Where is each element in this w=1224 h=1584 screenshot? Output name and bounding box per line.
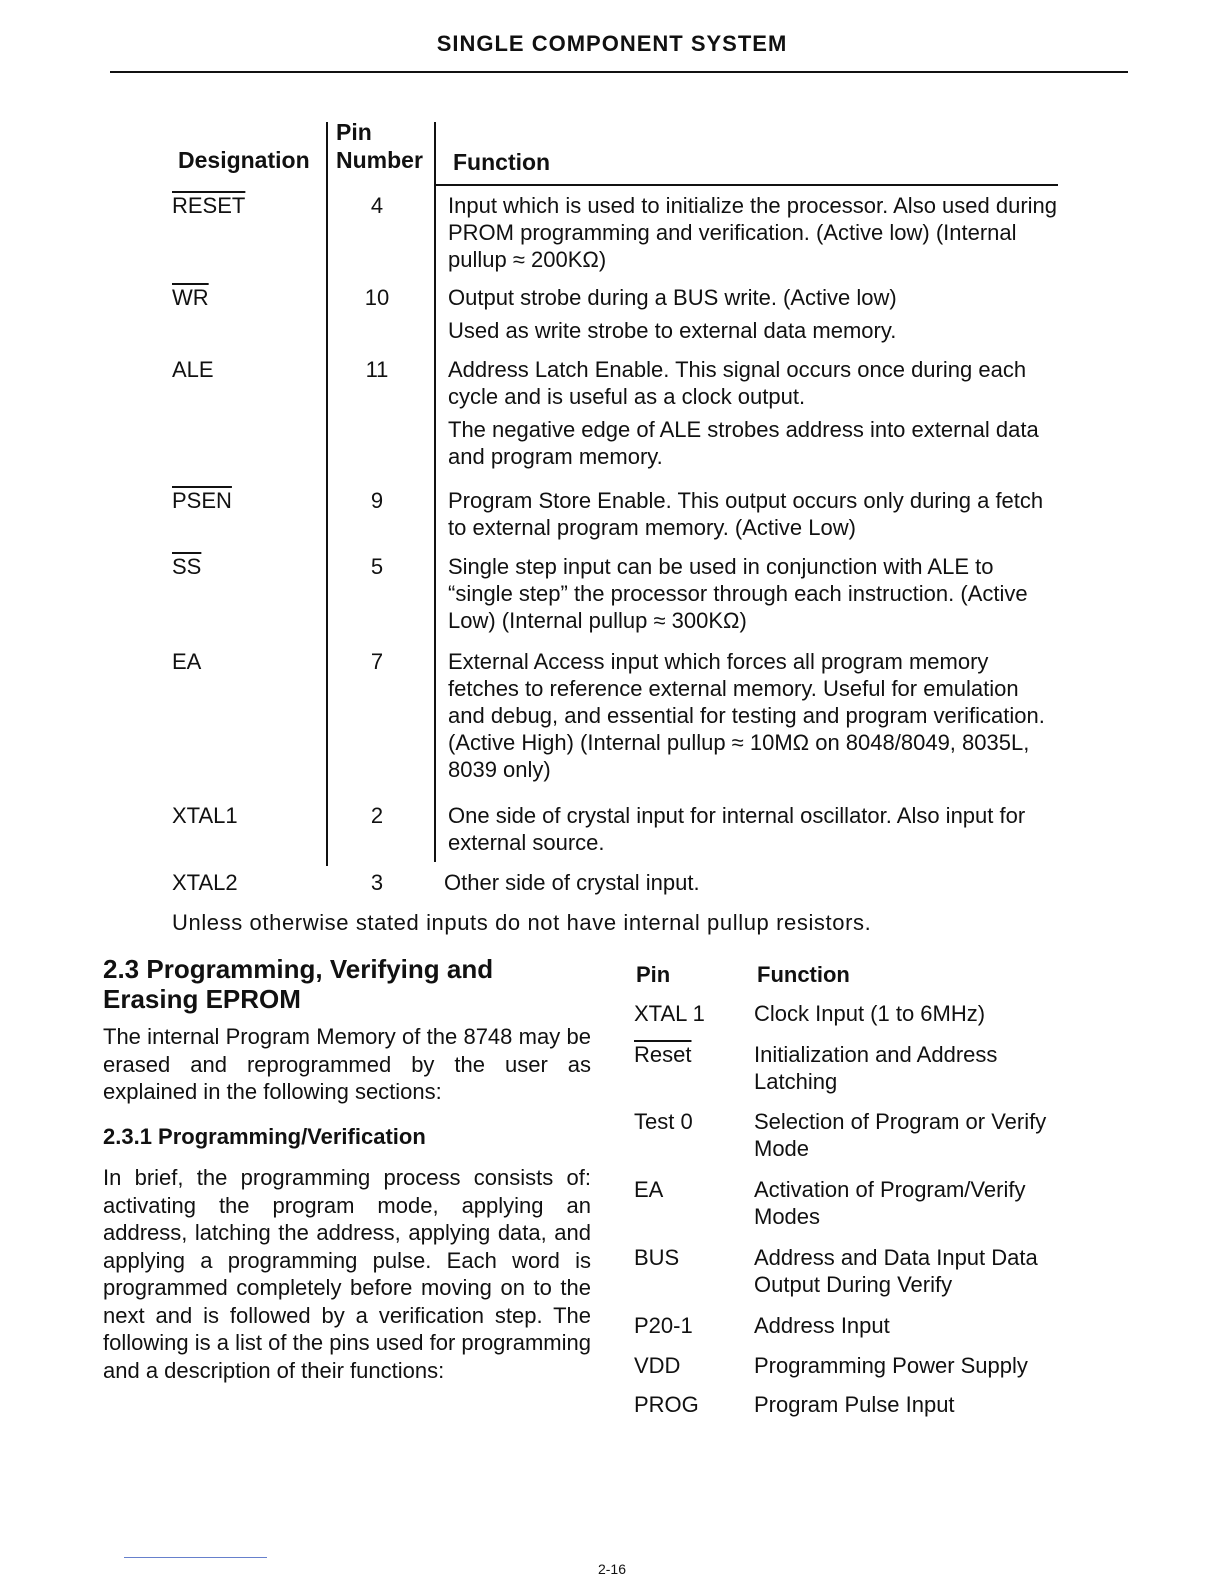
prog-function: Initialization and Address Latching [754, 1042, 998, 1094]
designation: XTAL2 [172, 870, 238, 895]
prog-function: Selection of Program or Verify Mode [754, 1109, 1047, 1161]
function-text: Program Store Enable. This output occurs only during a fetch to external program memory. (Active Low) [448, 488, 1044, 540]
function-text: Single step input can be used in conjunction with ALE to “single step” the processor through each instruction. (Active Low) (Internal pullup ≈ 300KΩ) [448, 554, 1028, 633]
prog-function: Programming Power Supply [754, 1353, 1028, 1378]
prog-pin: BUS [634, 1245, 680, 1270]
prog-function: Address Input [754, 1313, 890, 1338]
prog-pin: Reset [634, 1042, 692, 1067]
col-header-pin-line2: Number [336, 147, 423, 173]
designation: RESET [172, 193, 246, 218]
prog-col-header-pin: Pin [636, 962, 671, 987]
designation: ALE [172, 357, 214, 382]
col-header-function: Function [453, 149, 551, 175]
section-intro: The internal Program Memory of the 8748 may be erased and reprogrammed by the user as explained in the following sections: [103, 1024, 591, 1104]
designation: EA [172, 649, 202, 674]
subsection-heading: 2.3.1 Programming/Verification [103, 1124, 426, 1149]
pin-number: 10 [364, 285, 390, 310]
column-divider-right [434, 122, 436, 862]
designation: $\overline{SS}$ [172, 554, 202, 579]
prog-function: Clock Input (1 to 6MHz) [754, 1001, 986, 1026]
prog-pin: EA [634, 1177, 664, 1202]
designation: PSEN [172, 488, 232, 513]
prog-function: Address and Data Input Data Output During Verify [754, 1245, 1038, 1297]
pin-number: 11 [365, 357, 389, 382]
designation: XTAL1 [172, 803, 238, 828]
subsection-body: In brief, the programming process consists of: activating the program mode, applying an address, latching the address, applying data, and applying a programming pulse. Each word is programmed completely before moving on to the next and is followed by a verification step. The following is a list of the pins used for programming and a description of their functions: [103, 1165, 591, 1383]
footer-rule [124, 1557, 267, 1558]
pin-number: 9 [370, 488, 384, 513]
prog-pin: P20-1 [634, 1313, 693, 1338]
pullup-note: Unless otherwise stated inputs do not have internal pullup resistors. [172, 910, 872, 935]
running-header: SINGLE COMPONENT SYSTEM [436, 31, 788, 56]
col-header-pin-line1: Pin [336, 119, 372, 145]
pin-number: 7 [370, 649, 384, 674]
section-heading: 2.3 Programming, Verifying and Erasing EPROM [103, 954, 494, 1014]
col-header-designation: Designation [178, 147, 310, 173]
pin-number: 3 [370, 870, 384, 895]
function-text: One side of crystal input for internal oscillator. Also input for external source. [448, 803, 1026, 855]
prog-pin: XTAL 1 [634, 1001, 705, 1026]
function-text: External Access input which forces all program memory fetches to reference external memory. Useful for emulation and debug, and essential for testing and program verification. (Active High) (Internal pullup ≈ 10MΩ on 8048/8049, 8035L, 8039 only) [448, 649, 1045, 782]
prog-function: Program Pulse Input [754, 1392, 955, 1417]
function-text: Address Latch Enable. This signal occurs once during each cycle and is useful as a clock output. The negative edge of ALE strobes address into external data and program memory. [448, 357, 1039, 469]
pin-number: 4 [370, 193, 384, 218]
prog-col-header-function: Function [757, 962, 850, 987]
function-text: Input which is used to initialize the processor. Also used during PROM programming and verification. (Active low) (Internal pullup ≈ 200KΩ) [448, 193, 1058, 272]
function-text: Output strobe during a BUS write. (Active low) Used as write strobe to external data memory. [448, 285, 897, 343]
function-text: Other side of crystal input. [444, 870, 700, 895]
function-header-rule [436, 184, 1058, 186]
pin-number: 5 [370, 554, 384, 579]
prog-function: Activation of Program/Verify Modes [754, 1177, 1026, 1229]
prog-pin: VDD [634, 1353, 681, 1378]
pin-number: 2 [370, 803, 384, 828]
prog-pin: Test 0 [634, 1109, 693, 1134]
prog-pin: PROG [634, 1392, 699, 1417]
page-number: 2-16 [597, 1561, 627, 1577]
column-divider-left [326, 122, 328, 866]
designation: $\overline{WR}$ [172, 285, 209, 310]
